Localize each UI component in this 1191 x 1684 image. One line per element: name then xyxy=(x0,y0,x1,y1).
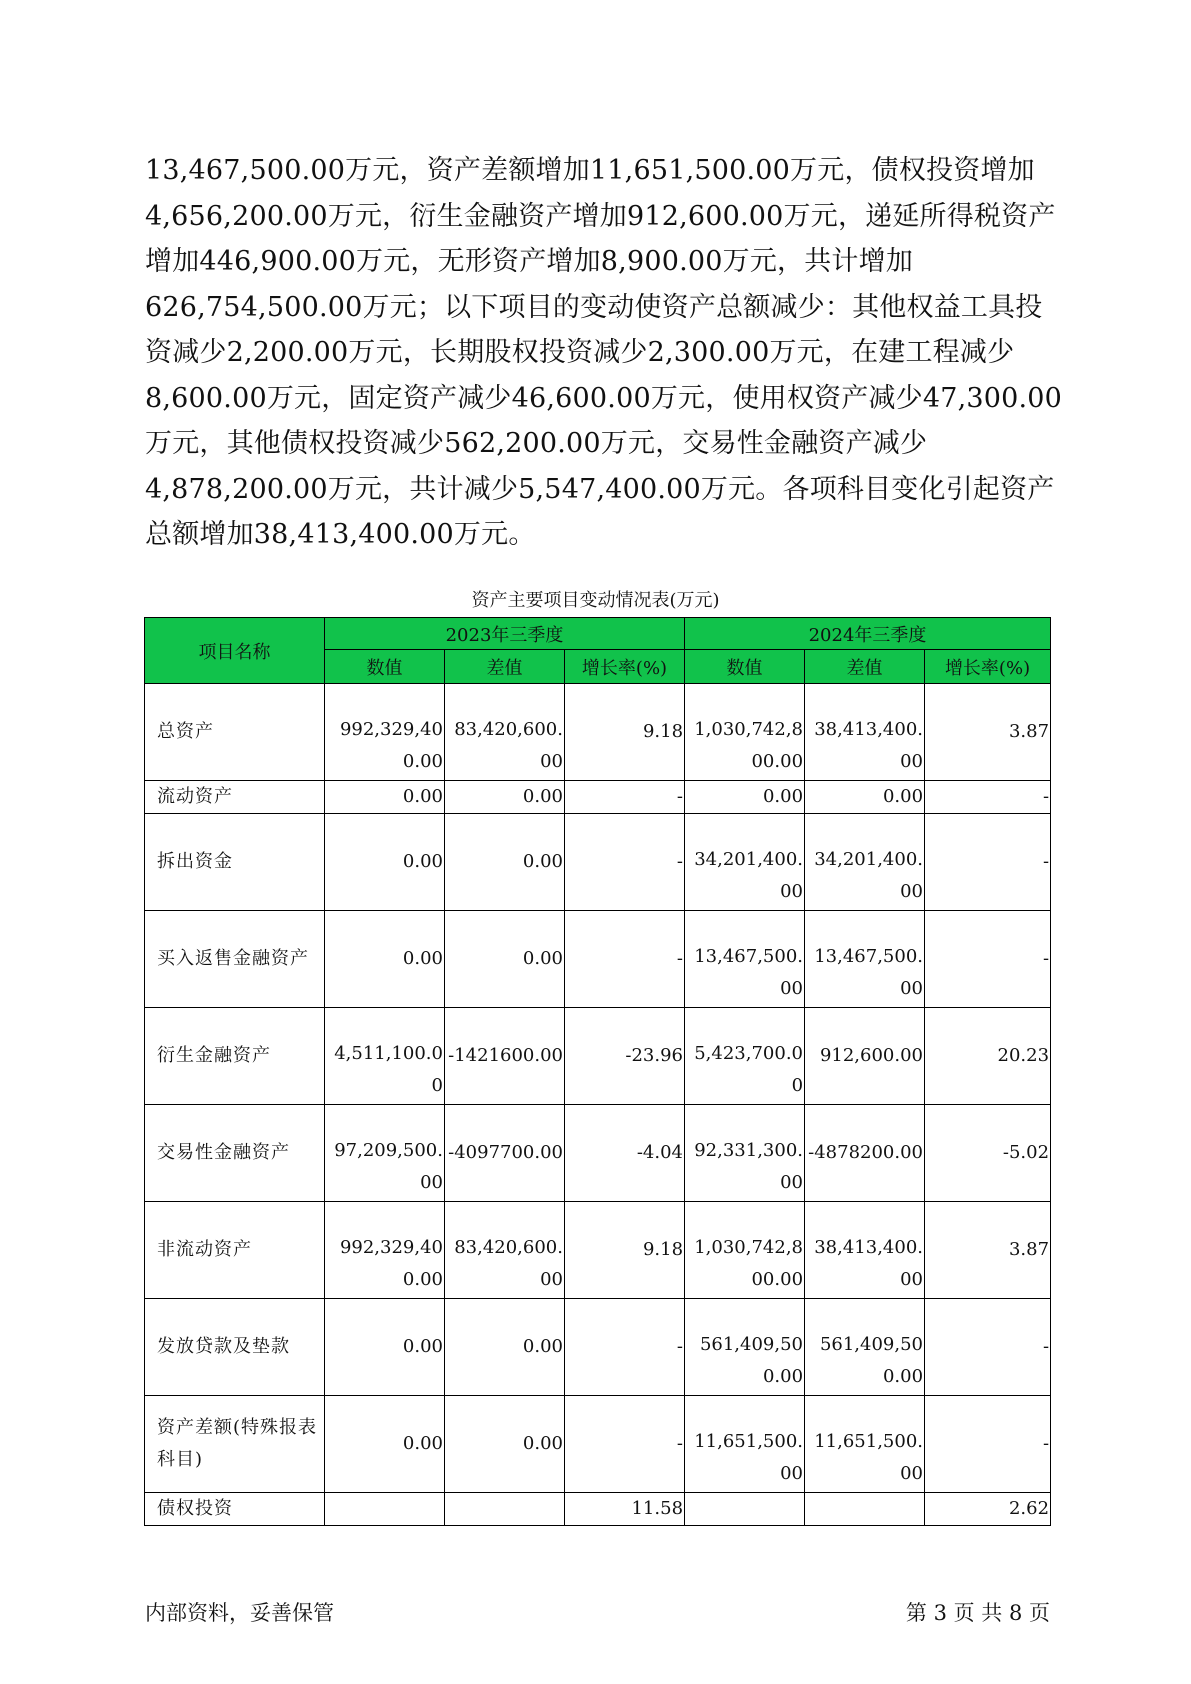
table-row xyxy=(145,814,1051,911)
footer-confidential-note: 内部资料，妥善保管 xyxy=(145,1601,334,1625)
cell-2023-diff: 83,420,600.00 xyxy=(445,684,565,781)
cell-2023-diff: 83,420,600.00 xyxy=(445,1202,565,1299)
cell-2024-diff xyxy=(805,1493,925,1526)
cell-2024-rate: 3.87 xyxy=(925,1202,1051,1299)
cell-2023-diff: 0.00 xyxy=(445,781,565,814)
cell-2024-rate: 2.62 xyxy=(925,1493,1051,1526)
cell-2023-rate: -4.04 xyxy=(565,1105,685,1202)
paragraph-line: 4,878,200.00万元，共计减少5,547,400.00万元。各项科目变化引起资产 xyxy=(145,473,1055,505)
row-name: 买入返售金融资产 xyxy=(145,911,325,1008)
cell-2024-rate: -5.02 xyxy=(925,1105,1051,1202)
row-name: 衍生金融资产 xyxy=(145,1008,325,1105)
cell-2023-diff: 0.00 xyxy=(445,1299,565,1396)
row-name: 发放贷款及垫款 xyxy=(145,1299,325,1396)
header-diff: 差值 xyxy=(445,650,565,684)
cell-2024-value xyxy=(685,1493,805,1526)
row-name: 非流动资产 xyxy=(145,1202,325,1299)
cell-2023-diff: -1421600.00 xyxy=(445,1008,565,1105)
row-name: 资产差额(特殊报表科目) xyxy=(145,1396,325,1493)
cell-2024-value: 13,467,500.00 xyxy=(685,911,805,1008)
cell-2023-rate: - xyxy=(565,781,685,814)
cell-2023-diff: 0.00 xyxy=(445,911,565,1008)
cell-2024-diff: 912,600.00 xyxy=(805,1008,925,1105)
cell-2024-diff: 38,413,400.00 xyxy=(805,1202,925,1299)
cell-2024-rate: - xyxy=(925,1299,1051,1396)
cell-2023-rate: - xyxy=(565,814,685,911)
cell-2023-value: 0.00 xyxy=(325,1299,445,1396)
cell-2024-diff: 34,201,400.00 xyxy=(805,814,925,911)
cell-2023-rate: -23.96 xyxy=(565,1008,685,1105)
cell-2023-diff: 0.00 xyxy=(445,814,565,911)
cell-2023-diff xyxy=(445,1493,565,1526)
cell-2023-rate: - xyxy=(565,1396,685,1493)
body-paragraph xyxy=(145,148,1063,558)
table-row xyxy=(145,1105,1051,1202)
paragraph-line: 4,656,200.00万元，衍生金融资产增加912,600.00万元，递延所得税资产 xyxy=(145,200,1056,232)
paragraph-line: 万元，其他债权投资减少562,200.00万元，交易性金融资产减少 xyxy=(145,428,928,459)
paragraph-line: 626,754,500.00万元；以下项目的变动使资产总额减少：其他权益工具投 xyxy=(145,291,1043,323)
header-period-2023: 2023年三季度 xyxy=(325,618,685,650)
row-name: 交易性金融资产 xyxy=(145,1105,325,1202)
cell-2024-rate: 20.23 xyxy=(925,1008,1051,1105)
cell-2023-value: 0.00 xyxy=(325,1396,445,1493)
paragraph-line: 资减少2,200.00万元，长期股权投资减少2,300.00万元，在建工程减少 xyxy=(145,337,1015,368)
cell-2023-diff: -4097700.00 xyxy=(445,1105,565,1202)
cell-2024-diff: 38,413,400.00 xyxy=(805,684,925,781)
header-value: 数值 xyxy=(685,650,805,684)
header-rate: 增长率(%) xyxy=(565,650,685,684)
cell-2023-rate: 9.18 xyxy=(565,1202,685,1299)
table-row xyxy=(145,684,1051,781)
paragraph-line: 13,467,500.00万元，资产差额增加11,651,500.00万元，债权投资增加 xyxy=(145,155,1035,186)
paragraph-line: 8,600.00万元，固定资产减少46,600.00万元，使用权资产减少47,300.00 xyxy=(145,382,1063,414)
cell-2023-diff: 0.00 xyxy=(445,1396,565,1493)
cell-2023-value: 0.00 xyxy=(325,781,445,814)
header-item-name: 项目名称 xyxy=(145,618,325,684)
row-name: 债权投资 xyxy=(145,1493,325,1526)
header-diff: 差值 xyxy=(805,650,925,684)
cell-2024-value: 1,030,742,800.00 xyxy=(685,684,805,781)
cell-2023-value xyxy=(325,1493,445,1526)
cell-2023-rate: - xyxy=(565,911,685,1008)
table-row xyxy=(145,1299,1051,1396)
cell-2023-value: 0.00 xyxy=(325,911,445,1008)
row-name: 流动资产 xyxy=(145,781,325,814)
cell-2024-diff: 561,409,500.00 xyxy=(805,1299,925,1396)
cell-2024-rate: - xyxy=(925,814,1051,911)
header-rate: 增长率(%) xyxy=(925,650,1051,684)
cell-2024-diff: 0.00 xyxy=(805,781,925,814)
table-row xyxy=(145,1008,1051,1105)
table-row xyxy=(145,911,1051,1008)
row-name: 拆出资金 xyxy=(145,814,325,911)
cell-2024-value: 92,331,300.00 xyxy=(685,1105,805,1202)
header-period-2024: 2024年三季度 xyxy=(685,618,1051,650)
cell-2024-value: 5,423,700.00 xyxy=(685,1008,805,1105)
cell-2024-value: 0.00 xyxy=(685,781,805,814)
cell-2024-rate: - xyxy=(925,911,1051,1008)
cell-2023-value: 4,511,100.00 xyxy=(325,1008,445,1105)
table-row xyxy=(145,781,1051,814)
cell-2024-rate: 3.87 xyxy=(925,684,1051,781)
cell-2024-rate: - xyxy=(925,781,1051,814)
cell-2024-diff: -4878200.00 xyxy=(805,1105,925,1202)
cell-2024-value: 34,201,400.00 xyxy=(685,814,805,911)
cell-2023-rate: 11.58 xyxy=(565,1493,685,1526)
table-row xyxy=(145,1202,1051,1299)
table-caption: 资产主要项目变动情况表(万元) xyxy=(471,590,720,611)
footer-page-number: 第 3 页 共 8 页 xyxy=(905,1601,1050,1625)
cell-2024-value: 561,409,500.00 xyxy=(685,1299,805,1396)
cell-2024-value: 11,651,500.00 xyxy=(685,1396,805,1493)
cell-2024-value: 1,030,742,800.00 xyxy=(685,1202,805,1299)
cell-2024-diff: 11,651,500.00 xyxy=(805,1396,925,1493)
table-row xyxy=(145,1493,1051,1526)
asset-change-table xyxy=(144,617,1051,1526)
cell-2023-rate: - xyxy=(565,1299,685,1396)
table-row xyxy=(145,1396,1051,1493)
row-name: 总资产 xyxy=(145,684,325,781)
cell-2023-value: 97,209,500.00 xyxy=(325,1105,445,1202)
cell-2024-diff: 13,467,500.00 xyxy=(805,911,925,1008)
paragraph-line: 总额增加38,413,400.00万元。 xyxy=(145,519,536,550)
cell-2023-value: 992,329,400.00 xyxy=(325,684,445,781)
paragraph-line: 增加446,900.00万元，无形资产增加8,900.00万元，共计增加 xyxy=(145,246,914,277)
cell-2024-rate: - xyxy=(925,1396,1051,1493)
cell-2023-rate: 9.18 xyxy=(565,684,685,781)
cell-2023-value: 992,329,400.00 xyxy=(325,1202,445,1299)
cell-2023-value: 0.00 xyxy=(325,814,445,911)
header-value: 数值 xyxy=(325,650,445,684)
